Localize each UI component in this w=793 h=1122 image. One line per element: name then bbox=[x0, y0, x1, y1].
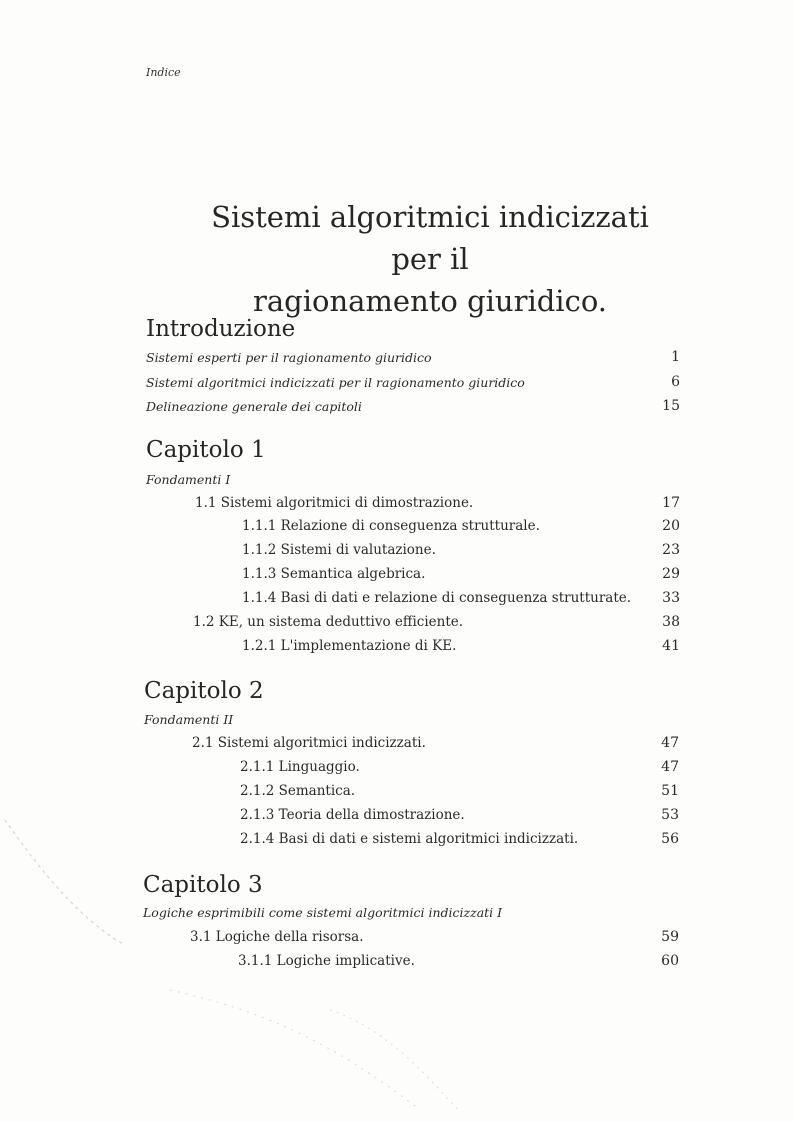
toc-entry-text: 1.1.2 Sistemi di valutazione. bbox=[242, 542, 436, 558]
toc-entry-text: Sistemi esperti per il ragionamento giuridico bbox=[146, 350, 432, 365]
section-title-introduzione: Introduzione bbox=[146, 316, 296, 342]
toc-entry-page: 41 bbox=[662, 638, 680, 654]
toc-entry-page: 6 bbox=[671, 374, 680, 390]
section-title-capitolo-2: Capitolo 2 bbox=[144, 678, 264, 704]
section-title-capitolo-1: Capitolo 1 bbox=[146, 437, 266, 463]
toc-entry-page: 59 bbox=[661, 929, 679, 945]
toc-entry-text: 1.2.1 L'implementazione di KE. bbox=[242, 638, 457, 654]
section-subtitle: Fondamenti II bbox=[144, 712, 234, 727]
toc-entry-text: 2.1.4 Basi di dati e sistemi algoritmici indicizzati. bbox=[240, 831, 579, 847]
toc-entry-page: 33 bbox=[662, 590, 680, 606]
section-subtitle: Fondamenti I bbox=[146, 472, 231, 487]
toc-entry-text: 3.1.1 Logiche implicative. bbox=[238, 953, 415, 969]
toc-entry-text: 1.1.4 Basi di dati e relazione di conseguenza strutturate. bbox=[242, 590, 632, 606]
toc-entry-page: 47 bbox=[661, 735, 679, 751]
toc-entry-page: 1 bbox=[671, 349, 680, 365]
running-head: Indice bbox=[146, 66, 181, 79]
toc-entry-page: 15 bbox=[662, 398, 680, 414]
section-subtitle: Logiche esprimibili come sistemi algoritmici indicizzati I bbox=[143, 905, 503, 920]
toc-entry-page: 56 bbox=[661, 831, 679, 847]
toc-entry-text: 2.1.1 Linguaggio. bbox=[240, 759, 360, 775]
toc-entry-text: 1.2 KE, un sistema deduttivo efficiente. bbox=[193, 614, 464, 630]
section-title-capitolo-3: Capitolo 3 bbox=[143, 872, 263, 898]
toc-entry-text: 2.1.3 Teoria della dimostrazione. bbox=[240, 807, 465, 823]
toc-entry-page: 20 bbox=[662, 518, 680, 534]
toc-entry-page: 53 bbox=[661, 807, 679, 823]
toc-entry-text: Delineazione generale dei capitoli bbox=[146, 399, 362, 414]
toc-entry-text: 1.1.1 Relazione di conseguenza strutturale. bbox=[242, 518, 540, 534]
toc-entry-page: 60 bbox=[661, 953, 679, 969]
toc-entry-text: 3.1 Logiche della risorsa. bbox=[190, 929, 364, 945]
toc-entry-text: 1.1 Sistemi algoritmici di dimostrazione. bbox=[195, 495, 474, 511]
toc-entry-text: 1.1.3 Semantica algebrica. bbox=[242, 566, 426, 582]
toc-entry-text: Sistemi algoritmici indicizzati per il ragionamento giuridico bbox=[146, 375, 525, 390]
toc-entry-page: 38 bbox=[662, 614, 680, 630]
toc-entry-page: 23 bbox=[662, 542, 680, 558]
book-title-line-2: ragionamento giuridico. bbox=[253, 284, 607, 318]
toc-entry-page: 17 bbox=[662, 495, 680, 511]
toc-entry-page: 47 bbox=[661, 759, 679, 775]
toc-entry-text: 2.1 Sistemi algoritmici indicizzati. bbox=[192, 735, 426, 751]
toc-entry-page: 51 bbox=[661, 783, 679, 799]
toc-entry-text: 2.1.2 Semantica. bbox=[240, 783, 356, 799]
book-title-line-1: Sistemi algoritmici indicizzati per il bbox=[211, 200, 649, 276]
toc-entry-page: 29 bbox=[662, 566, 680, 582]
